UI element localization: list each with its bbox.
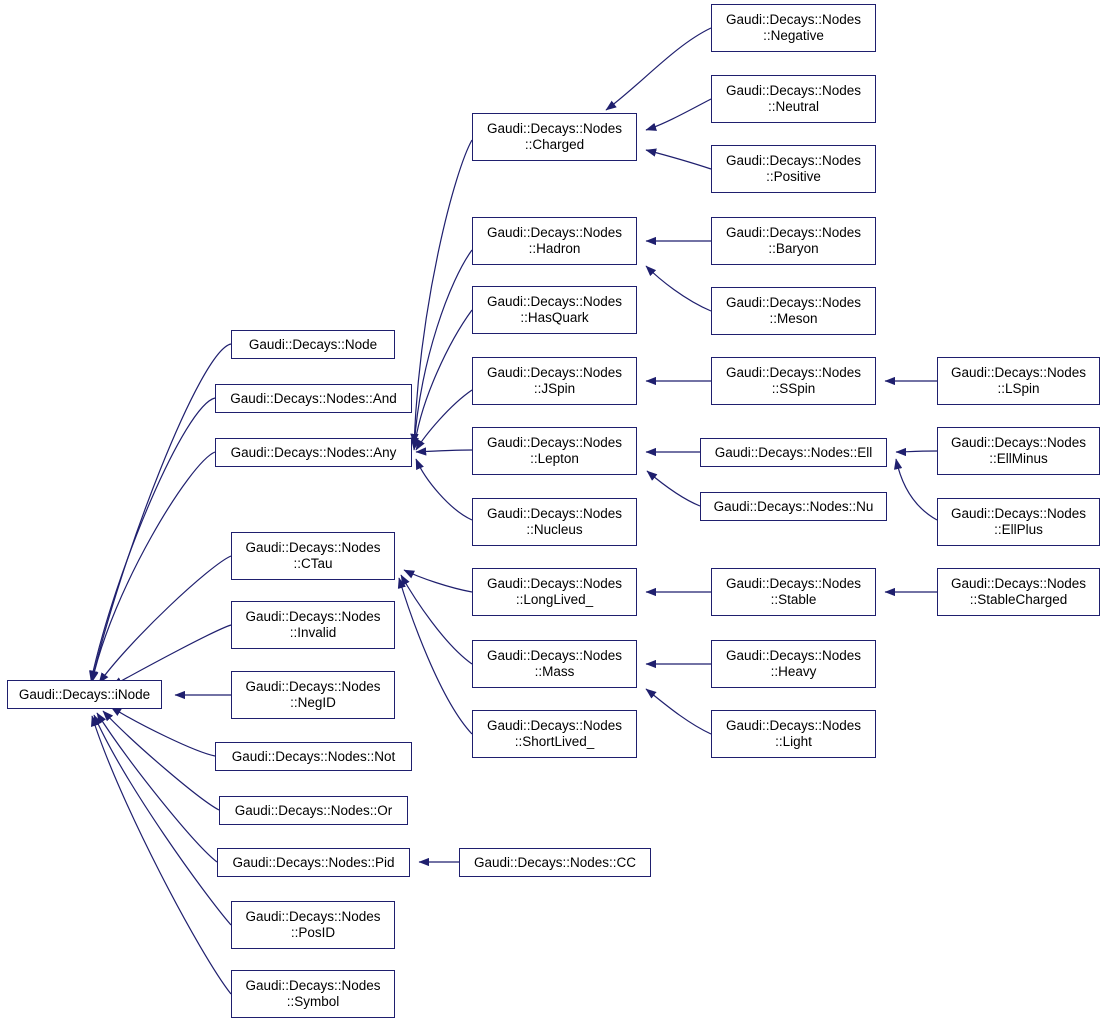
- class-node-label: Gaudi::Decays::Node: [248, 336, 378, 352]
- edge-nucleus-any: [416, 459, 472, 520]
- edge-hadron-any: [414, 250, 472, 448]
- class-node-label: Gaudi::Decays::Nodes: [486, 576, 623, 591]
- class-node-label-line2: ::Baryon: [768, 241, 819, 256]
- class-node-label-line2: ::StableCharged: [969, 592, 1068, 607]
- class-node-shortlived[interactable]: [472, 710, 637, 758]
- class-node-label-line2: ::PosID: [290, 925, 336, 940]
- edge-mass-ctau: [401, 575, 472, 664]
- class-node-positive[interactable]: [711, 145, 876, 193]
- class-node-label: Gaudi::Decays::Nodes: [486, 121, 623, 136]
- class-node-label-line2: ::EllPlus: [994, 522, 1043, 537]
- edge-pid-inode: [97, 713, 217, 862]
- class-node-label: Gaudi::Decays::Nodes: [486, 648, 623, 663]
- class-node-label: Gaudi::Decays::iNode: [18, 686, 151, 702]
- class-node-label: Gaudi::Decays::Nodes: [725, 12, 862, 27]
- edge-symbol-inode: [92, 716, 231, 994]
- edge-light-mass: [646, 689, 711, 734]
- class-node-mass[interactable]: [472, 640, 637, 688]
- class-node-label: Gaudi::Decays::Nodes: [486, 225, 623, 240]
- class-node-label-line2: ::NegID: [290, 695, 336, 710]
- class-node-label: Gaudi::Decays::Nodes: [245, 540, 381, 555]
- class-node-sspin[interactable]: [711, 357, 876, 405]
- edge-invalid-inode: [112, 625, 231, 686]
- class-node-ellplus[interactable]: [937, 498, 1100, 546]
- class-node-neutral[interactable]: [711, 75, 876, 123]
- edge-nu-lepton: [647, 471, 700, 506]
- class-node-not[interactable]: [215, 742, 412, 771]
- class-node-lspin[interactable]: [937, 357, 1100, 405]
- class-node-label: Gaudi::Decays::Nodes: [950, 435, 1087, 450]
- class-node-label-line2: ::Symbol: [286, 994, 340, 1009]
- class-node-label: Gaudi::Decays::Nodes: [486, 294, 623, 309]
- class-node-label-line2: ::JSpin: [533, 381, 576, 396]
- edge-hasquark-any: [414, 310, 472, 450]
- class-node-label-line2: ::EllMinus: [989, 451, 1048, 466]
- edge-charged-any: [414, 140, 472, 444]
- class-node-label: Gaudi::Decays::Nodes: [245, 609, 381, 624]
- class-node-label-line2: ::Neutral: [767, 99, 820, 114]
- class-node-ell[interactable]: [700, 438, 887, 467]
- class-node-label-line2: ::HasQuark: [520, 310, 589, 325]
- edge-ellminus-ell: [896, 451, 937, 452]
- class-node-label-line2: ::Stable: [770, 592, 817, 607]
- edge-jspin-any: [416, 390, 472, 450]
- class-node-invalid[interactable]: [231, 601, 395, 649]
- class-node-nu[interactable]: [700, 492, 887, 521]
- class-node-label: Gaudi::Decays::Nodes: [725, 295, 862, 310]
- class-node-label-line2: ::Negative: [763, 28, 824, 43]
- class-node-label: Gaudi::Decays::Nodes: [245, 909, 381, 924]
- class-node-label: Gaudi::Decays::Nodes: [486, 365, 623, 380]
- class-node-charged[interactable]: [472, 113, 637, 161]
- class-node-label: Gaudi::Decays::Nodes::And: [230, 390, 397, 406]
- class-node-stablecharged[interactable]: [937, 568, 1100, 616]
- class-node-heavy[interactable]: [711, 640, 876, 688]
- class-node-label-line2: ::Lepton: [530, 451, 579, 466]
- class-node-label: Gaudi::Decays::Nodes: [725, 365, 862, 380]
- edge-posid-inode: [94, 715, 231, 925]
- class-node-cc[interactable]: [459, 848, 651, 877]
- edge-shortlived-ctau: [399, 578, 472, 734]
- class-node-label-line2: ::Light: [775, 734, 812, 749]
- edge-and-inode: [91, 398, 215, 681]
- class-node-any[interactable]: [215, 438, 412, 467]
- class-node-label-line2: ::Positive: [766, 169, 821, 184]
- class-node-label: Gaudi::Decays::Nodes: [245, 679, 381, 694]
- edge-any-inode: [92, 452, 215, 682]
- edge-not-inode: [111, 707, 215, 756]
- class-node-label: Gaudi::Decays::Nodes::Nu: [713, 498, 874, 514]
- class-node-label: Gaudi::Decays::Nodes::Not: [231, 748, 396, 764]
- edge-meson-hadron: [646, 266, 711, 311]
- class-node-label: Gaudi::Decays::Nodes: [245, 978, 381, 993]
- class-node-label: Gaudi::Decays::Nodes: [950, 506, 1087, 521]
- class-node-label-line2: ::Nucleus: [526, 522, 583, 537]
- class-node-node[interactable]: [231, 330, 395, 359]
- class-node-label: Gaudi::Decays::Nodes: [725, 83, 862, 98]
- class-node-label-line2: ::ShortLived_: [514, 734, 595, 749]
- class-node-jspin[interactable]: [472, 357, 637, 405]
- class-node-label: Gaudi::Decays::Nodes: [725, 576, 862, 591]
- class-node-or[interactable]: [219, 796, 408, 825]
- class-node-label: Gaudi::Decays::Nodes::CC: [473, 854, 637, 870]
- class-node-label: Gaudi::Decays::Nodes: [950, 365, 1087, 380]
- class-node-light[interactable]: [711, 710, 876, 758]
- class-node-negative[interactable]: [711, 4, 876, 52]
- class-node-label-line2: ::CTau: [293, 556, 333, 571]
- edge-node-inode: [92, 344, 231, 681]
- class-node-hasquark[interactable]: [472, 286, 637, 334]
- class-node-pid[interactable]: [217, 848, 410, 877]
- class-node-label-line2: ::SSpin: [771, 381, 816, 396]
- edge-positive-charged: [646, 150, 711, 169]
- class-node-label: Gaudi::Decays::Nodes: [486, 506, 623, 521]
- class-node-ellminus[interactable]: [937, 427, 1100, 475]
- class-node-label-line2: ::LSpin: [997, 381, 1040, 396]
- class-node-label: Gaudi::Decays::Nodes: [486, 718, 623, 733]
- class-node-label-line2: ::Meson: [769, 311, 818, 326]
- class-node-hadron[interactable]: [472, 217, 637, 265]
- class-node-label-line2: ::Invalid: [289, 625, 337, 640]
- class-node-ctau[interactable]: [231, 532, 395, 580]
- edge-negative-charged: [606, 28, 711, 110]
- class-node-symbol[interactable]: [231, 970, 395, 1018]
- class-node-label-line2: ::Heavy: [770, 664, 817, 679]
- edge-ctau-inode: [99, 556, 231, 683]
- class-node-label: Gaudi::Decays::Nodes: [725, 648, 862, 663]
- class-node-label: Gaudi::Decays::Nodes::Or: [234, 802, 393, 818]
- class-node-posid[interactable]: [231, 901, 395, 949]
- class-node-label-line2: ::Hadron: [528, 241, 581, 256]
- class-node-label: Gaudi::Decays::Nodes::Any: [230, 444, 397, 460]
- edge-longlived-ctau: [404, 570, 472, 592]
- class-node-stable[interactable]: [711, 568, 876, 616]
- class-node-and[interactable]: [215, 384, 412, 413]
- edge-or-inode: [103, 711, 219, 810]
- edge-ellplus-ell: [896, 459, 937, 520]
- class-node-label: Gaudi::Decays::Nodes: [725, 718, 862, 733]
- class-node-label: Gaudi::Decays::Nodes::Ell: [714, 444, 873, 460]
- class-node-label-line2: ::Charged: [524, 137, 585, 152]
- class-node-baryon[interactable]: [711, 217, 876, 265]
- class-node-label: Gaudi::Decays::Nodes: [725, 153, 862, 168]
- class-node-label: Gaudi::Decays::Nodes: [486, 435, 623, 450]
- class-node-negid[interactable]: [231, 671, 395, 719]
- class-node-label-line2: ::Mass: [534, 664, 575, 679]
- class-node-label: Gaudi::Decays::Nodes: [950, 576, 1087, 591]
- edge-neutral-charged: [646, 99, 711, 130]
- class-node-meson[interactable]: [711, 287, 876, 335]
- edge-lepton-any: [416, 450, 472, 452]
- class-node-inode[interactable]: [7, 680, 162, 709]
- class-node-longlived[interactable]: [472, 568, 637, 616]
- class-node-nucleus[interactable]: [472, 498, 637, 546]
- class-node-label: Gaudi::Decays::Nodes::Pid: [232, 854, 395, 870]
- class-node-label: Gaudi::Decays::Nodes: [725, 225, 862, 240]
- class-node-label-line2: ::LongLived_: [515, 592, 594, 607]
- class-node-lepton[interactable]: [472, 427, 637, 475]
